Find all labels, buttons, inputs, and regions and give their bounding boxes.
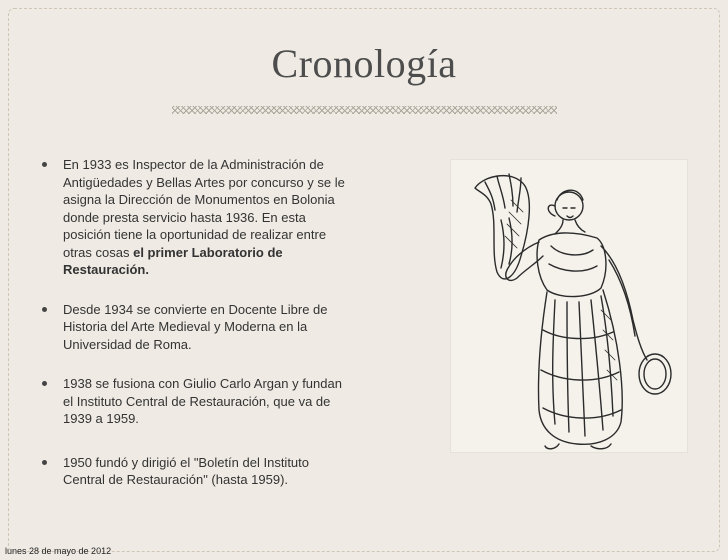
- bullet-item: [40, 156, 350, 279]
- footer-date: lunes 28 de mayo de 2012: [5, 546, 112, 556]
- bullet-list: [40, 156, 350, 511]
- bullet-dot-icon: [42, 162, 47, 167]
- allegorical-figure-image: [451, 160, 687, 452]
- bullet-item: [40, 454, 350, 489]
- bullet-item: [40, 301, 350, 354]
- slide-title: Cronología: [271, 41, 457, 86]
- bullet-text: Desde 1934 se convierte en Docente Libre de Historia del Arte Medieval y Moderna en la Universidad de Roma.: [63, 301, 328, 352]
- bullet-dot-icon: [42, 381, 47, 386]
- bullet-text: 1938 se fusiona con Giulio Carlo Argan y fundan el Instituto Central de Restauración, que va de 1939 a 1959.: [63, 376, 342, 426]
- bullet-dot-icon: [42, 307, 47, 312]
- bullet-dot-icon: [42, 460, 47, 465]
- bullet-bold-text: el primer Laboratorio de Restauración.: [63, 244, 283, 277]
- engraving-figure-icon: [451, 160, 687, 452]
- title-divider: [172, 106, 557, 114]
- bullet-text: 1950 fundó y dirigió el "Boletín del Instituto Central de Restauración" (hasta 1959).: [63, 454, 309, 487]
- bullet-text: En 1933 es Inspector de la Administración de Antigüedades y Bellas Artes por concurso y se le asigna la Dirección de Monumentos en Bolonia donde presta servicio hasta 1936. En esta posición tiene la oportunidad de realizar entre otras cosas: [63, 157, 345, 260]
- bullet-item: [40, 375, 350, 428]
